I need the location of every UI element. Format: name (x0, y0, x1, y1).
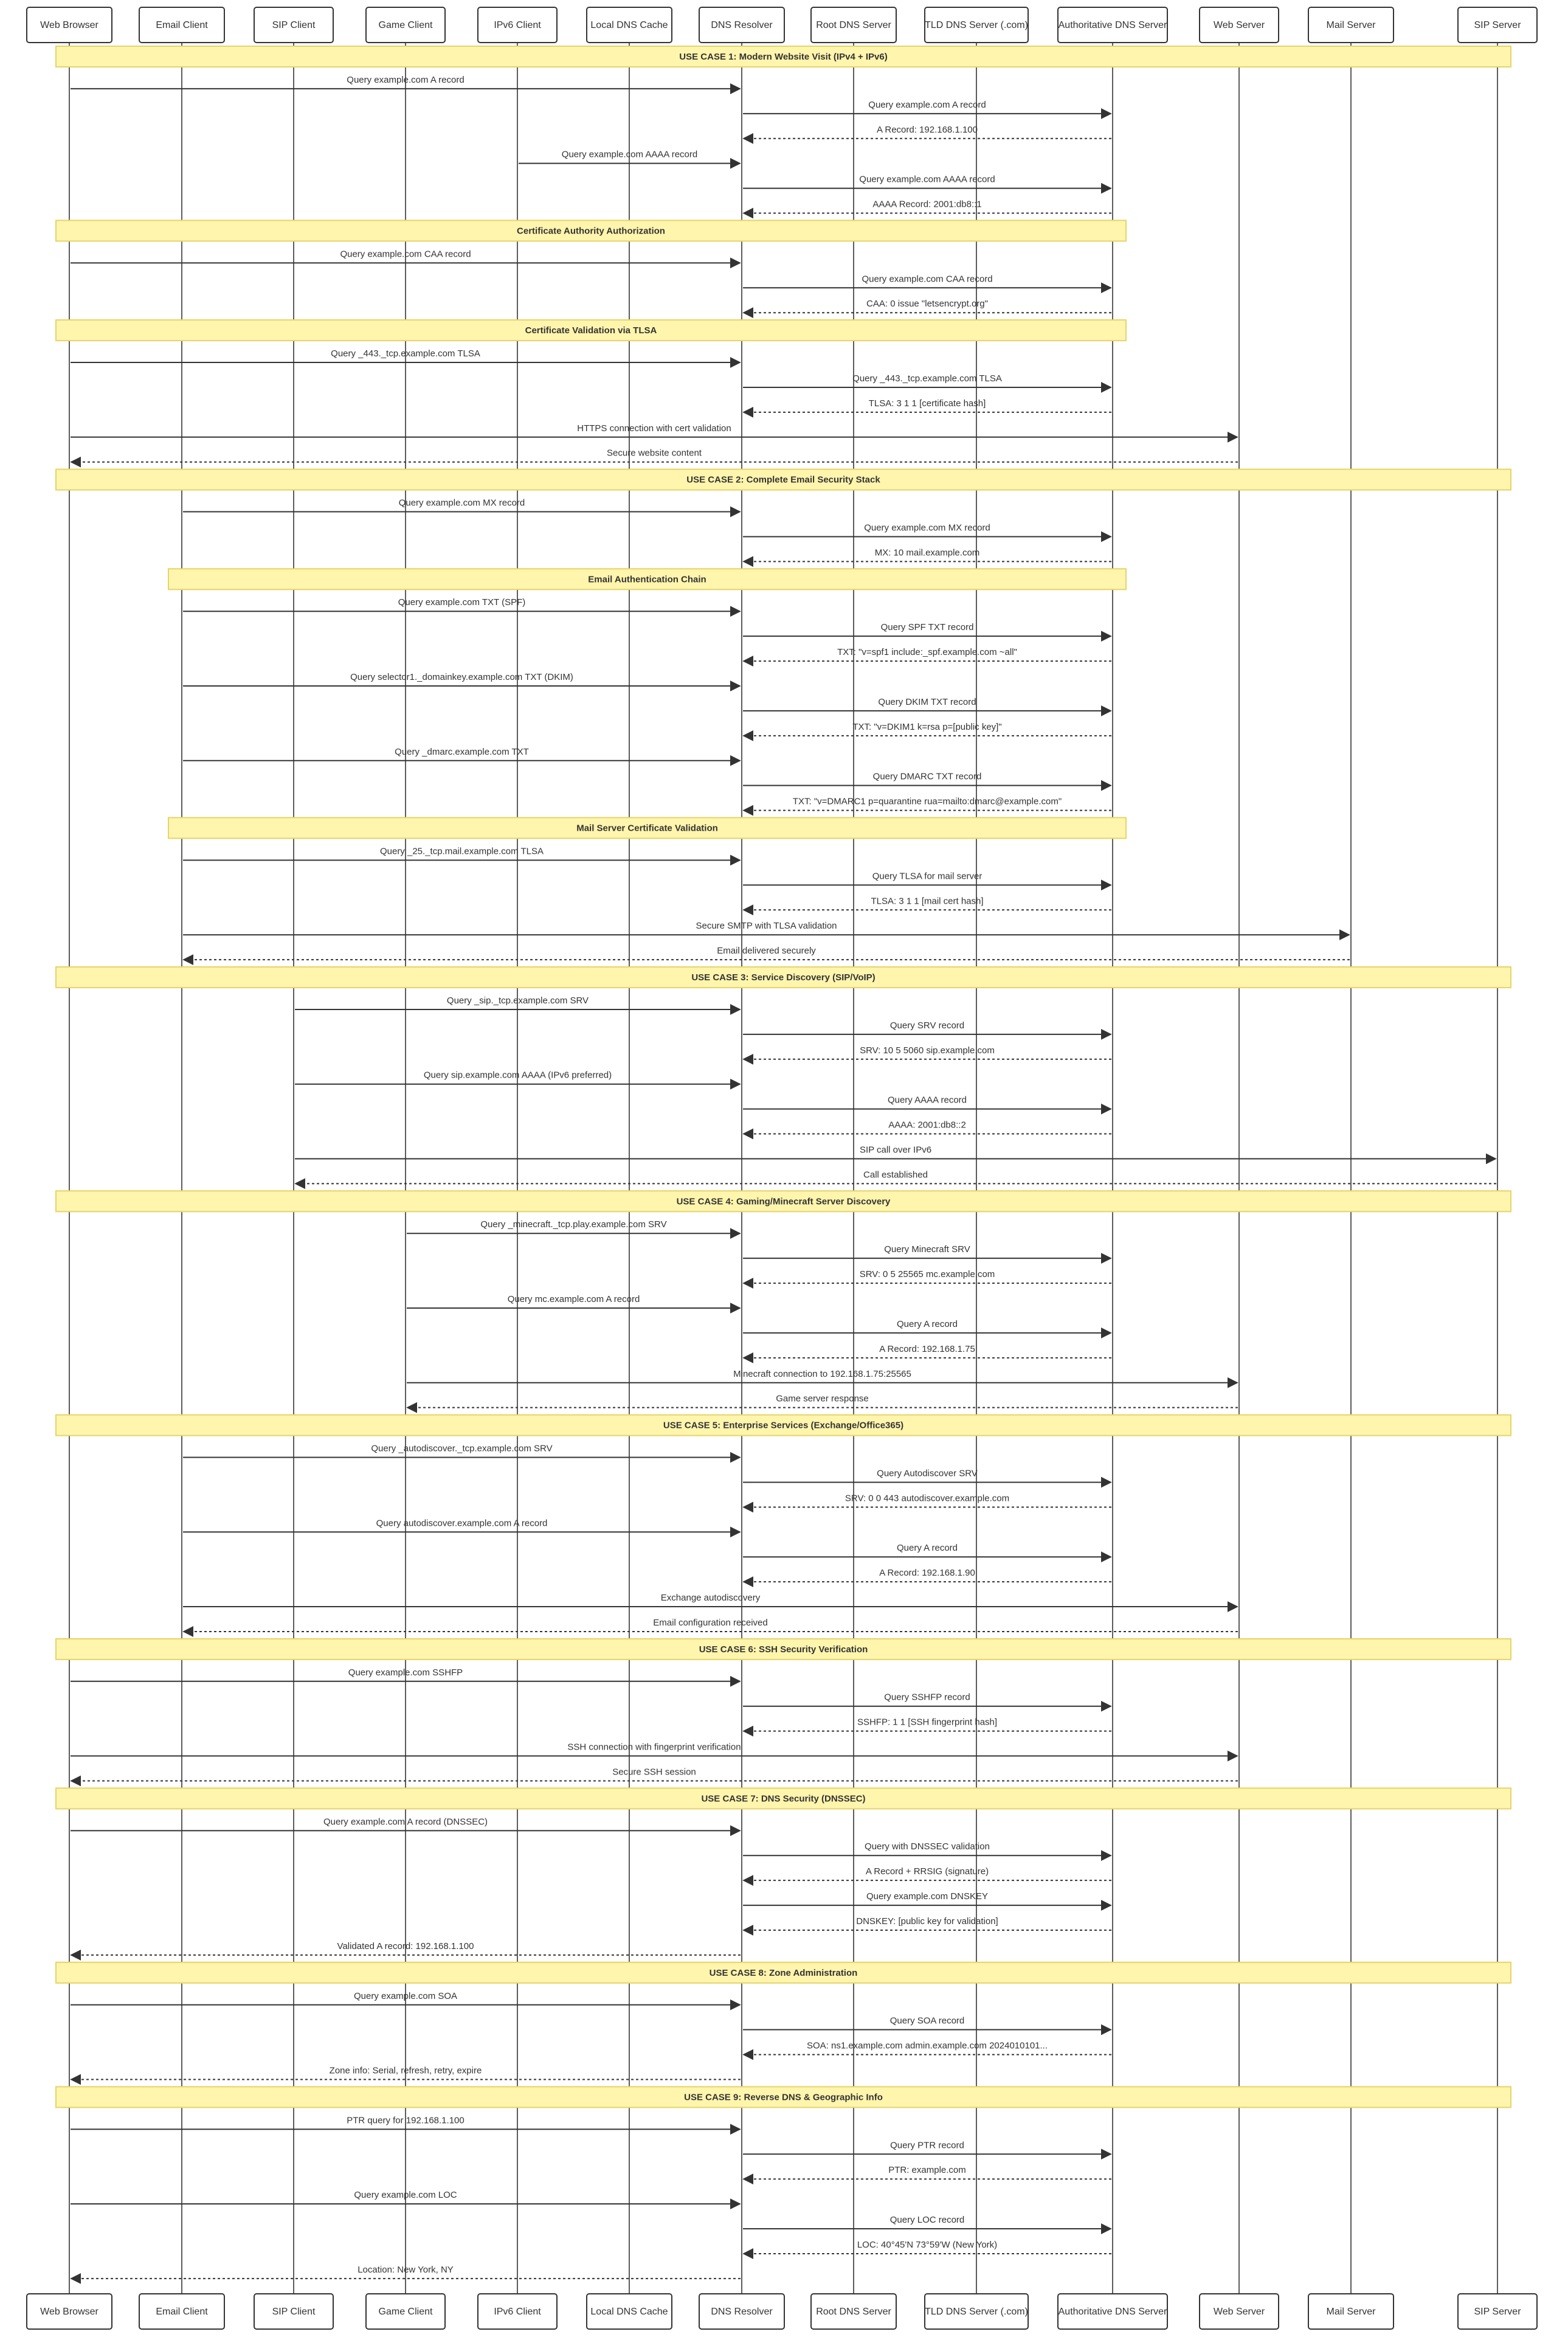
message (744, 1045, 1111, 1059)
actor-bottom (925, 2294, 1028, 2329)
message (743, 1319, 1111, 1333)
message-label: Query PTR record (890, 2140, 964, 2151)
message (184, 946, 1350, 960)
message (744, 1916, 1111, 1930)
message (71, 448, 1238, 462)
message-label: Query selector1._domainkey.example.com TXT (DKIM) (350, 672, 573, 682)
message-label: A Record: 192.168.1.100 (877, 124, 978, 135)
note-label: USE CASE 7: DNS Security (DNSSEC) (701, 1793, 866, 1804)
actor-label: TLD DNS Server (.com) (925, 2307, 1028, 2317)
message-label: Query _443._tcp.example.com TLSA (331, 348, 480, 359)
message-label: Email configuration received (653, 1617, 768, 1628)
message-label: AAAA Record: 2001:db8::1 (872, 199, 982, 210)
message-label: Query example.com LOC (354, 2190, 457, 2201)
message-label: SRV: 10 5 5060 sip.example.com (860, 1045, 995, 1056)
message-label: Minecraft connection to 192.168.1.75:25565 (733, 1368, 911, 1379)
message (743, 871, 1111, 885)
message (744, 647, 1111, 661)
message (183, 1444, 740, 1458)
message-label: PTR: example.com (888, 2165, 966, 2176)
use-case-note (168, 818, 1126, 839)
actor-bottom (27, 2294, 112, 2329)
message (743, 1095, 1111, 1109)
message-label: Game server response (776, 1393, 869, 1404)
actor-label: Root DNS Server (816, 2307, 891, 2317)
message (743, 175, 1111, 189)
actor-label: Mail Server (1326, 2307, 1376, 2317)
message-label: Query _minecraft._tcp.play.example.com SRV (480, 1219, 667, 1230)
message (744, 1568, 1111, 1582)
message (743, 1020, 1111, 1034)
message-label: Query _25._tcp.mail.example.com TLSA (379, 846, 544, 857)
actor-top (1308, 7, 1394, 43)
message (743, 622, 1111, 636)
use-case-note (56, 320, 1126, 341)
message (184, 1618, 1238, 1632)
message (744, 1493, 1111, 1507)
message (744, 299, 1111, 313)
message-label: Query Minecraft SRV (884, 1244, 970, 1255)
message-label: SRV: 0 5 25565 mc.example.com (859, 1269, 995, 1280)
message-label: Secure SSH session (612, 1767, 696, 1778)
message-label: DNSKEY: [public key for validation] (856, 1916, 998, 1927)
note-label: Certificate Validation via TLSA (525, 325, 657, 336)
message (743, 100, 1111, 114)
message (744, 125, 1111, 139)
use-case-note (56, 1415, 1511, 1436)
actor-top (478, 7, 557, 43)
actor-top (811, 7, 896, 43)
actor-top (1200, 7, 1279, 43)
actor-top (366, 7, 445, 43)
message (743, 1891, 1111, 1905)
message (71, 423, 1237, 437)
actor-label: Game Client (378, 2307, 433, 2317)
message (743, 2016, 1111, 2030)
message-label: Query _443._tcp.example.com TLSA (852, 373, 1002, 384)
use-case-note (56, 46, 1511, 67)
actor-label: Email Client (156, 20, 208, 30)
message (743, 772, 1111, 786)
message-label: Zone info: Serial, refresh, retry, expire (329, 2065, 482, 2076)
message (183, 1518, 740, 1532)
actor-label: Mail Server (1326, 20, 1376, 30)
message-label: MX: 10 mail.example.com (874, 547, 980, 558)
actor-bottom (1058, 2294, 1167, 2329)
message-label: A Record + RRSIG (signature) (865, 1866, 989, 1877)
message (744, 1120, 1111, 1134)
actor-label: Game Client (378, 20, 433, 30)
message (743, 2140, 1111, 2154)
message-label: CAA: 0 issue "letsencrypt.org" (866, 299, 988, 310)
actor-top (27, 7, 112, 43)
message (71, 1767, 1238, 1781)
actor-label: SIP Client (272, 20, 316, 30)
note-label: USE CASE 4: Gaming/Minecraft Server Discovery (676, 1196, 891, 1207)
message-label: HTTPS connection with cert validation (577, 423, 731, 434)
message-label: Query example.com A record (868, 99, 986, 110)
message-label: SIP call over IPv6 (859, 1144, 932, 1155)
message (744, 2165, 1111, 2179)
actor-label: Web Browser (40, 2307, 98, 2317)
message (743, 522, 1111, 536)
message-label: TLSA: 3 1 1 [certificate hash] (868, 398, 986, 409)
message-label: Query _autodiscover._tcp.example.com SRV (371, 1443, 553, 1454)
message (743, 1841, 1111, 1855)
message-label: Query example.com SOA (353, 1990, 458, 2001)
actor-label: Local DNS Cache (590, 20, 668, 30)
actor-bottom (139, 2294, 224, 2329)
message (183, 597, 740, 611)
message-label: Query DKIM TXT record (878, 696, 976, 707)
actor-bottom (366, 2294, 445, 2329)
actor-bottom (1200, 2294, 1279, 2329)
message (183, 672, 740, 686)
actor-label: Authoritative DNS Server (1058, 20, 1167, 30)
message (183, 921, 1349, 935)
actor-top (587, 7, 672, 43)
actor-label: Authoritative DNS Server (1058, 2307, 1167, 2317)
message-label: Query A record (896, 1318, 958, 1329)
message (744, 1866, 1111, 1880)
actor-bottom (478, 2294, 557, 2329)
message-label: Query DMARC TXT record (872, 771, 982, 782)
message (744, 1717, 1111, 1731)
actor-bottom (254, 2294, 333, 2329)
note-label: USE CASE 1: Modern Website Visit (IPv4 + IPv6) (679, 52, 888, 62)
actor-label: Web Server (1213, 20, 1265, 30)
message (183, 846, 740, 860)
actor-top (1458, 7, 1537, 43)
message-label: Query AAAA record (887, 1095, 967, 1106)
actor-label: IPv6 Client (494, 20, 541, 30)
message-label: Query sip.example.com AAAA (IPv6 preferred) (423, 1070, 612, 1081)
note-label: USE CASE 9: Reverse DNS & Geographic Info (684, 2092, 883, 2103)
use-case-note (56, 967, 1511, 988)
message (744, 547, 1111, 561)
message (743, 274, 1111, 288)
note-label: Certificate Authority Authorization (517, 226, 665, 237)
message-label: Query example.com AAAA record (859, 174, 995, 185)
note-label: USE CASE 8: Zone Administration (709, 1967, 858, 1978)
message-label: Query SSHFP record (884, 1692, 970, 1703)
message-label: Secure SMTP with TLSA validation (696, 921, 837, 932)
message (744, 1344, 1111, 1358)
message-label: SRV: 0 0 443 autodiscover.example.com (844, 1493, 1010, 1504)
message (743, 1468, 1111, 1482)
actor-bottom (587, 2294, 672, 2329)
message-label: TXT: "v=DMARC1 p=quarantine rua=mailto:dmarc@example.com" (792, 796, 1062, 807)
actor-label: SIP Client (272, 2307, 316, 2317)
actor-label: Local DNS Cache (590, 2307, 668, 2317)
message-label: Query example.com CAA record (340, 249, 471, 260)
message-label: Query TLSA for mail server (872, 871, 983, 882)
message (743, 697, 1111, 711)
message-label: Query example.com MX record (398, 497, 525, 508)
message-label: A Record: 192.168.1.90 (879, 1568, 975, 1579)
message-label: Query A record (896, 1543, 958, 1554)
message-label: Query example.com SSHFP (348, 1667, 463, 1678)
actor-label: DNS Resolver (711, 2307, 773, 2317)
message (407, 1294, 740, 1308)
actor-top (1058, 7, 1167, 43)
use-case-note (168, 569, 1126, 589)
note-label: USE CASE 5: Enterprise Services (Exchange/Office365) (663, 1420, 904, 1431)
message (183, 498, 740, 512)
message-label: Query autodiscover.example.com A record (376, 1518, 548, 1529)
message-label: SSHFP: 1 1 [SSH fingerprint hash] (857, 1717, 998, 1728)
actor-bottom (699, 2294, 784, 2329)
message (744, 398, 1111, 412)
message-label: Query SRV record (889, 1020, 965, 1031)
use-case-note (56, 1788, 1511, 1809)
message-label: A Record: 192.168.1.75 (879, 1343, 975, 1354)
message-label: SOA: ns1.example.com admin.example.com 2024010101... (806, 2040, 1048, 2051)
message (744, 2240, 1111, 2254)
message-label: Email delivered securely (717, 946, 816, 957)
note-label: USE CASE 2: Complete Email Security Stack (686, 474, 880, 485)
actor-top (139, 7, 224, 43)
actor-label: DNS Resolver (711, 20, 773, 30)
message (183, 1593, 1237, 1607)
message-label: Query example.com A record (347, 74, 465, 85)
actor-top (699, 7, 784, 43)
actor-label: TLD DNS Server (.com) (925, 20, 1028, 30)
note-label: USE CASE 3: Service Discovery (SIP/VoIP) (691, 972, 876, 983)
message-label: LOC: 40°45'N 73°59'W (New York) (857, 2239, 998, 2250)
use-case-note (56, 1639, 1511, 1660)
message (183, 747, 740, 761)
use-case-note (56, 220, 1126, 241)
actor-label: SIP Server (1474, 2307, 1521, 2317)
message-label: Query Autodiscover SRV (877, 1468, 978, 1479)
actor-label: Root DNS Server (816, 20, 891, 30)
message (407, 1219, 740, 1233)
message-label: Secure website content (607, 448, 702, 459)
message (744, 722, 1111, 736)
actor-label: Email Client (156, 2307, 208, 2317)
message-label: TXT: "v=DKIM1 k=rsa p=[public key]" (852, 721, 1002, 732)
message-label: Query example.com AAAA record (561, 149, 698, 160)
message-label: Exchange autodiscovery (660, 1593, 761, 1604)
message-label: PTR query for 192.168.1.100 (347, 2115, 465, 2126)
message (743, 1244, 1111, 1258)
message-label: SSH connection with fingerprint verification (567, 1742, 741, 1753)
actor-label: Web Browser (40, 20, 98, 30)
note-label: USE CASE 6: SSH Security Verification (699, 1644, 868, 1655)
message-label: Query SPF TXT record (880, 622, 974, 633)
message (744, 2041, 1111, 2055)
actor-label: SIP Server (1474, 20, 1521, 30)
use-case-note (56, 2086, 1511, 2107)
message-label: Query example.com DNSKEY (866, 1891, 989, 1902)
use-case-note (56, 469, 1511, 490)
message (743, 1692, 1111, 1706)
message-label: Query example.com MX record (864, 522, 990, 533)
message-label: Query mc.example.com A record (507, 1294, 640, 1304)
actor-top (254, 7, 333, 43)
actor-bottom (1308, 2294, 1394, 2329)
note-label: Email Authentication Chain (588, 574, 706, 585)
message (71, 1742, 1237, 1756)
message (744, 199, 1111, 213)
message-label: Query SOA record (889, 2015, 965, 2026)
message-label: Validated A record: 192.168.1.100 (337, 1941, 474, 1951)
actor-bottom (1458, 2294, 1537, 2329)
message (407, 1394, 1238, 1408)
actor-top (925, 7, 1028, 43)
message (743, 373, 1111, 387)
message-label: Query _sip._tcp.example.com SRV (446, 995, 589, 1006)
message (295, 1144, 1496, 1158)
message (744, 1269, 1111, 1283)
message-label: Query example.com A record (DNSSEC) (323, 1816, 488, 1827)
message (295, 1169, 1496, 1183)
message-label: AAAA: 2001:db8::2 (888, 1120, 966, 1130)
note-label: Mail Server Certificate Validation (576, 823, 718, 834)
message-label: Call established (863, 1169, 928, 1180)
message-label: Query with DNSSEC validation (865, 1841, 990, 1852)
actor-label: IPv6 Client (494, 2307, 541, 2317)
message-label: Query example.com CAA record (862, 274, 993, 285)
use-case-note (56, 1962, 1511, 1983)
message (743, 1543, 1111, 1557)
message-label: TXT: "v=spf1 include:_spf.example.com ~all" (837, 647, 1017, 658)
message-label: TLSA: 3 1 1 [mail cert hash] (871, 896, 984, 907)
message-label: Query example.com TXT (SPF) (398, 597, 526, 608)
use-case-note (56, 1191, 1511, 1211)
message (743, 2215, 1111, 2229)
actor-label: Web Server (1213, 2307, 1265, 2317)
actor-bottom (811, 2294, 896, 2329)
message-label: Query _dmarc.example.com TXT (395, 746, 529, 757)
message-label: Query LOC record (889, 2215, 965, 2226)
message (744, 896, 1111, 910)
message-label: Location: New York, NY (357, 2264, 454, 2275)
message (744, 797, 1111, 811)
